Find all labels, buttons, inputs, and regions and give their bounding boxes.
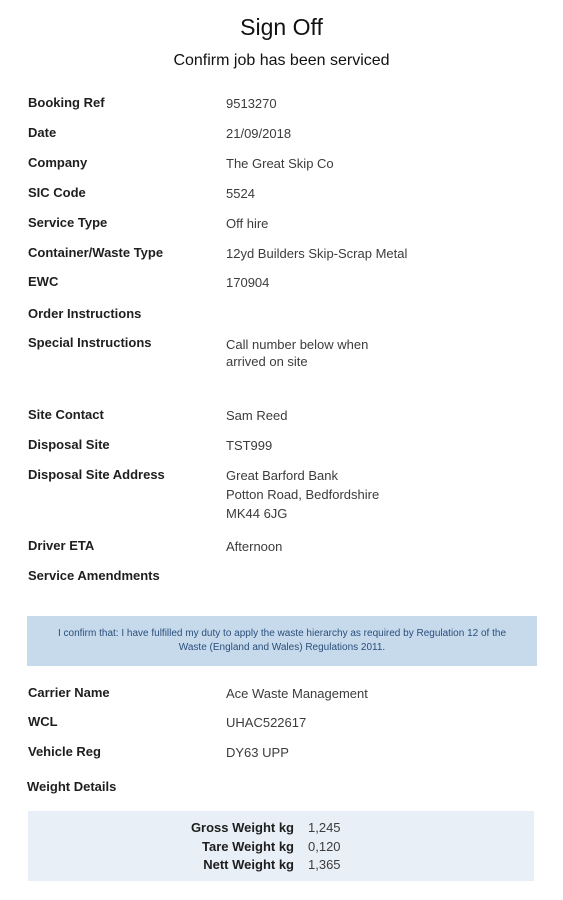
special-instructions-value <box>226 336 526 370</box>
address-line: MK44 6JG <box>226 506 288 521</box>
service-type-label: Service Type <box>28 215 108 230</box>
nett-weight-value: 1,365 <box>308 857 341 872</box>
disposal-site-label: Disposal Site <box>28 437 110 452</box>
special-instructions-line: Call number below when <box>226 337 369 352</box>
carrier-name-value: Ace Waste Management <box>226 686 368 701</box>
carrier-name-label: Carrier Name <box>28 685 110 700</box>
address-line: Great Barford Bank <box>226 468 338 483</box>
nett-weight-label: Nett Weight kg <box>203 857 294 872</box>
weight-details-label: Weight Details <box>27 779 117 794</box>
date-value: 21/09/2018 <box>226 126 292 141</box>
tare-weight-label: Tare Weight kg <box>202 839 294 854</box>
wcl-value: UHAC522617 <box>226 715 307 730</box>
weights-panel <box>28 811 534 881</box>
sic-code-value: 5524 <box>226 186 255 201</box>
page-title: Sign Off <box>240 14 323 40</box>
container-waste-type-value: 12yd Builders Skip-Scrap Metal <box>226 246 408 261</box>
disposal-site-address-value <box>226 466 526 523</box>
special-instructions-label: Special Instructions <box>28 335 152 350</box>
waste-hierarchy-notice: I confirm that: I have fulfilled my duty to apply the waste hierarchy as required by Regulation 12 of the Waste (England and Wales) Regulations 2011. <box>27 616 537 666</box>
container-waste-type-label: Container/Waste Type <box>28 245 164 260</box>
ewc-value: 170904 <box>226 275 270 290</box>
disposal-site-address-label: Disposal Site Address <box>28 467 165 482</box>
booking-ref-value: 9513270 <box>226 96 277 111</box>
service-type-value: Off hire <box>226 216 269 231</box>
order-instructions-label: Order Instructions <box>28 306 142 321</box>
wcl-label: WCL <box>28 714 58 729</box>
site-contact-label: Site Contact <box>28 407 104 422</box>
page-subtitle: Confirm job has been serviced <box>173 52 390 69</box>
nett-weight-row <box>28 857 534 875</box>
company-label: Company <box>28 155 88 170</box>
site-contact-value: Sam Reed <box>226 408 288 423</box>
tare-weight-row <box>28 839 534 857</box>
vehicle-reg-label: Vehicle Reg <box>28 744 101 759</box>
service-amendments-label: Service Amendments <box>28 568 160 583</box>
driver-eta-value: Afternoon <box>226 539 283 554</box>
gross-weight-value: 1,245 <box>308 820 341 835</box>
driver-eta-label: Driver ETA <box>28 538 95 553</box>
company-value: The Great Skip Co <box>226 156 334 171</box>
gross-weight-row <box>28 820 534 838</box>
special-instructions-line: arrived on site <box>226 354 308 369</box>
ewc-label: EWC <box>28 274 59 289</box>
date-label: Date <box>28 125 57 140</box>
gross-weight-label: Gross Weight kg <box>190 820 294 835</box>
booking-ref-label: Booking Ref <box>28 95 105 110</box>
vehicle-reg-value: DY63 UPP <box>226 745 289 760</box>
address-line: Potton Road, Bedfordshire <box>226 487 380 502</box>
tare-weight-value: 0,120 <box>308 839 341 854</box>
disposal-site-value: TST999 <box>226 438 273 453</box>
sic-code-label: SIC Code <box>28 185 86 200</box>
